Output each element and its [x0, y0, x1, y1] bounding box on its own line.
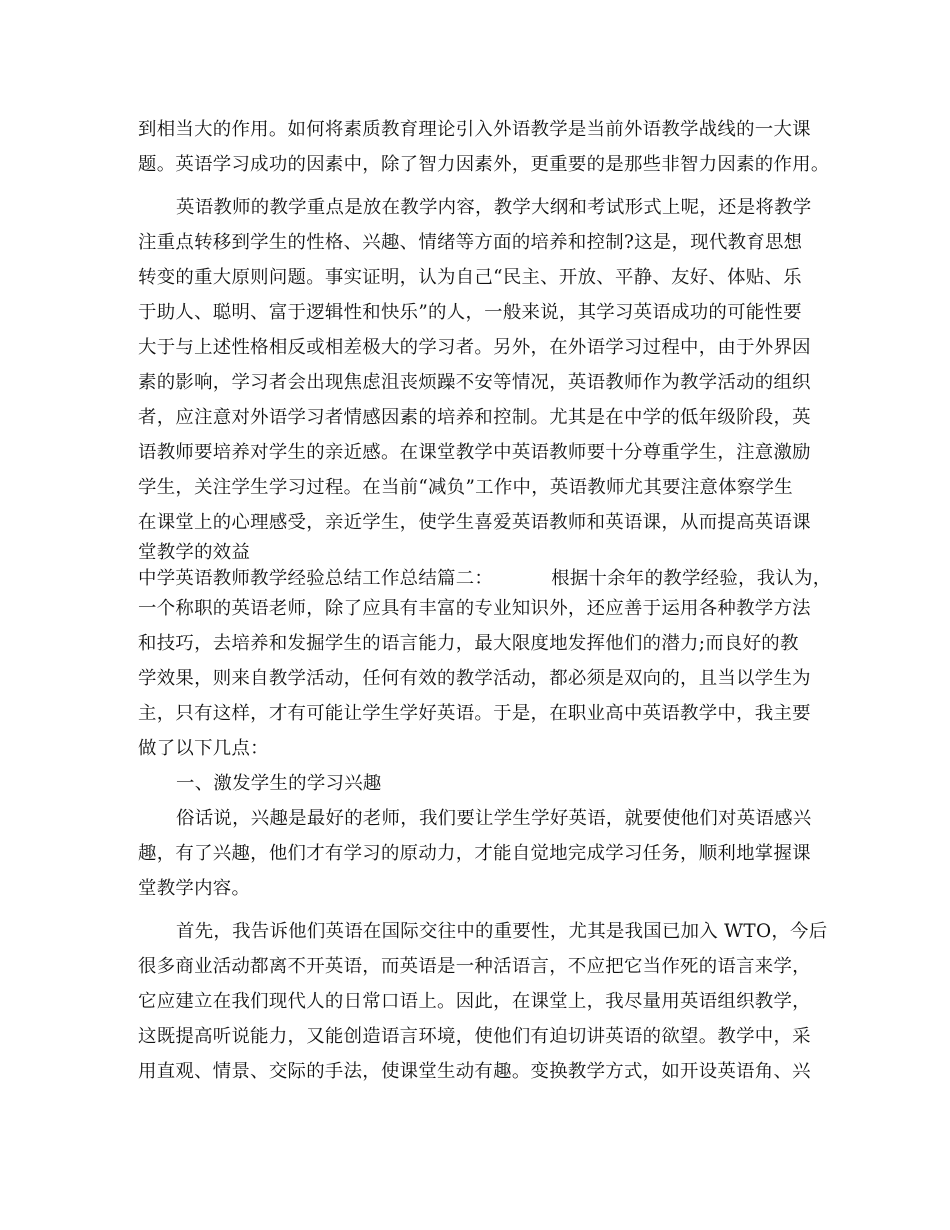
- section-heading-line: [138, 566, 832, 592]
- text-line: 者，应注意对外语学习者情感因素的培养和控制。尤其是在中学的低年级阶段，英: [138, 407, 811, 428]
- text-line: 学效果，则来自教学活动，任何有效的教学活动，都必须是双向的，且当以学生为: [138, 668, 811, 689]
- text-line: 学生，关注学生学习过程。在当前“减负”工作中，英语教师尤其要注意体察学生: [138, 477, 793, 498]
- text-line: 于助人、聪明、富于逻辑性和快乐”的人，一般来说，其学习英语成功的可能性要: [138, 302, 802, 323]
- text-line: 趣，有了兴趣，他们才有学习的原动力，才能自觉地完成学习任务，顺利地掌握课: [138, 843, 811, 864]
- section-heading: 中学英语教师教学经验总结工作总结篇二：: [138, 567, 494, 589]
- document-body: [138, 112, 832, 1089]
- text-line: 主，只有这样，才有可能让学生学好英语。于是，在职业高中英语教学中，我主要: [138, 703, 811, 724]
- text-line: 题。英语学习成功的因素中，除了智力因素外，更重要的是那些非智力因素的作用。: [138, 154, 830, 175]
- text-line: 它应建立在我们现代人的日常口语上。因此，在课堂上，我尽量用英语组织教学，: [138, 991, 811, 1012]
- text-line: 很多商业活动都离不开英语，而英语是一种活语言，不应把它当作死的语言来学，: [138, 956, 811, 977]
- subheading: 一、激发学生的学习兴趣: [176, 773, 382, 794]
- text-line: 大于与上述性格相反或相差极大的学习者。另外，在外语学习过程中，由于外界因: [138, 337, 811, 358]
- text-line: 一个称职的英语老师，除了应具有丰富的专业知识外，还应善于运用各种教学方法: [138, 598, 811, 619]
- text-line: 用直观、情景、交际的手法，使课堂生动有趣。变换教学方式，如开设英语角、兴: [138, 1061, 811, 1082]
- text-line: 转变的重大原则问题。事实证明，认为自己“民主、开放、平静、友好、体贴、乐: [138, 267, 802, 288]
- text-line: 和技巧，去培养和发掘学生的语言能力，最大限度地发挥他们的潜力;而良好的教: [138, 633, 799, 654]
- paragraph-first-line: 英语教师的教学重点是放在教学内容，教学大纲和考试形式上呢，还是将教学: [176, 197, 812, 218]
- text-line: 注重点转移到学生的性格、兴趣、情绪等方面的培养和控制?这是，现代教育思想: [138, 232, 803, 253]
- text-line: 堂教学内容。: [138, 878, 251, 899]
- paragraph-first-line: 首先，我告诉他们英语在国际交往中的重要性，尤其是我国已加入 WTO，今后: [176, 921, 828, 942]
- paragraph-first-line: 俗话说，兴趣是最好的老师，我们要让学生学好英语，就要使他们对英语感兴: [176, 808, 812, 829]
- text-line: 这既提高听说能力，又能创造语言环境，使他们有迫切讲英语的欲望。教学中，采: [138, 1026, 811, 1047]
- text-line: 堂教学的效益: [138, 542, 251, 563]
- text-line: 素的影响，学习者会出现焦虑沮丧烦躁不安等情况，英语教师作为教学活动的组织: [138, 372, 811, 393]
- text-line: 语教师要培养对学生的亲近感。在课堂教学中英语教师要十分尊重学生，注意激励: [138, 442, 811, 463]
- text-line: 在课堂上的心理感受，亲近学生，使学生喜爱英语教师和英语课，从而提高英语课: [138, 512, 811, 533]
- section-heading-continuation: 根据十余年的教学经验，我认为，: [551, 567, 832, 589]
- text-line: 做了以下几点：: [138, 738, 269, 759]
- text-line: 到相当大的作用。如何将素质教育理论引入外语教学是当前外语教学战线的一大课: [138, 119, 811, 140]
